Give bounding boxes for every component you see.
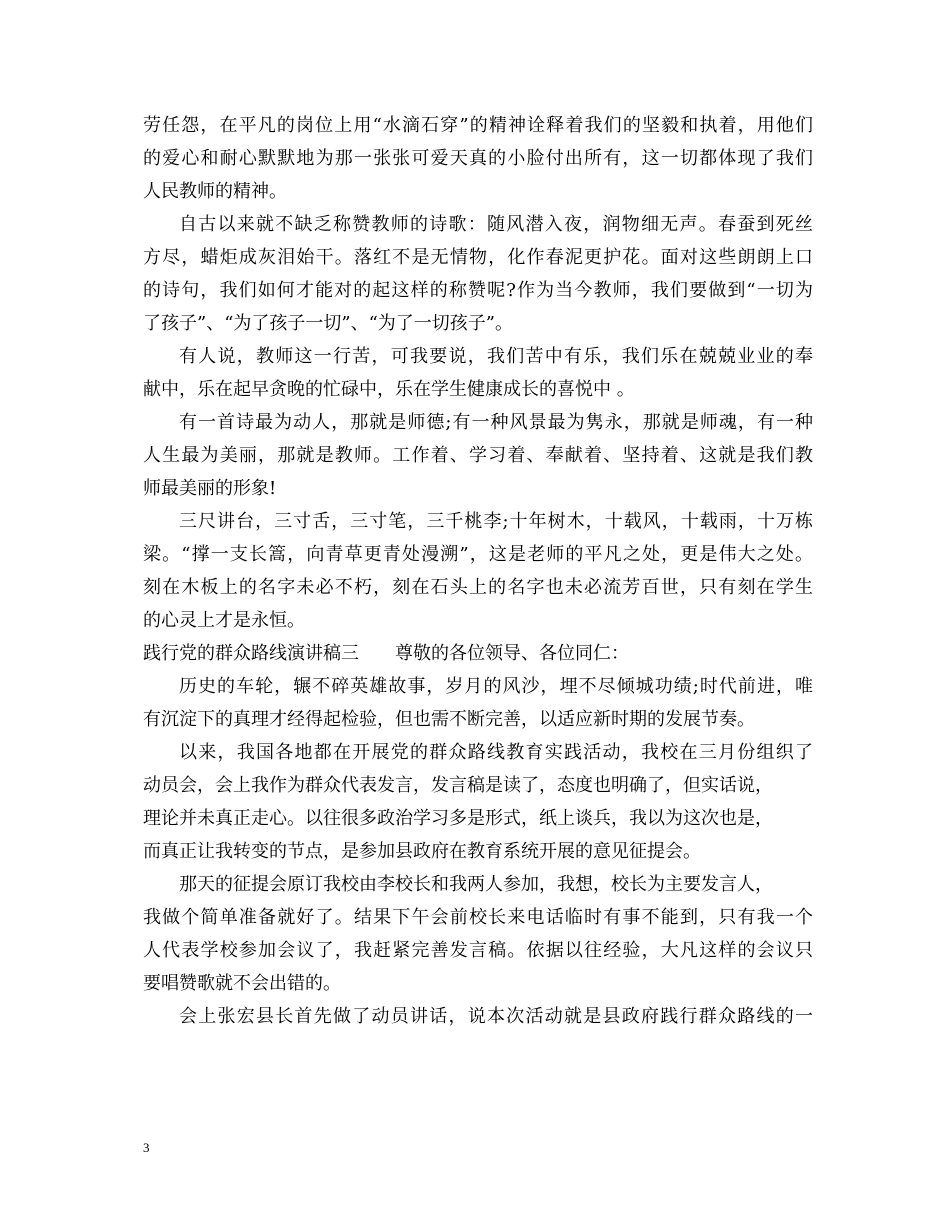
text-line: 以来，我国各地都在开展党的群众路线教育实践活动，我校在三月份组织了 bbox=[179, 742, 813, 763]
text-line: 献中，乐在起早贪晚的忙碌中，乐在学生健康成长的喜悦中 。 bbox=[143, 379, 635, 400]
text-line: 自古以来就不缺乏称赞教师的诗歌：随风潜入夜，润物细无声。春蚕到死丝 bbox=[179, 214, 813, 235]
text-line: 我做个简单准备就好了。结果下午会前校长来电话临时有事不能到，只有我一个 bbox=[143, 907, 813, 928]
text-line: 动员会，会上我作为群众代表发言，发言稿是读了，态度也明确了，但实话说， bbox=[143, 775, 773, 796]
text-line: 有一首诗最为动人，那就是师德;有一种风景最为隽永，那就是师魂，有一种 bbox=[179, 412, 813, 433]
text-line: 三尺讲台，三寸舌，三寸笔，三千桃李;十年树木，十载风，十载雨，十万栋 bbox=[179, 511, 813, 532]
text-line: 劳任怨，在平凡的岗位上用“水滴石穿”的精神诠释着我们的坚毅和执着，用他们 bbox=[143, 115, 813, 136]
text-line: 人生最为美丽，那就是教师。工作着、学习着、奉献着、坚持着、这就是我们教 bbox=[143, 445, 813, 466]
text-line: 刻在木板上的名字未必不朽，刻在石头上的名字也未必流芳百世，只有刻在学生 bbox=[143, 577, 813, 598]
text-line: 历史的车轮，辗不碎英雄故事，岁月的风沙，埋不尽倾城功绩;时代前进，唯 bbox=[179, 676, 813, 697]
text-line: 理论并未真正走心。以往很多政治学习多是形式，纸上谈兵，我以为这次也是， bbox=[143, 808, 773, 829]
text-line: 有人说，教师这一行苦，可我要说，我们苦中有乐，我们乐在兢兢业业的奉 bbox=[179, 346, 813, 367]
text-line: 有沉淀下的真理才经得起检验，但也需不断完善，以适应新时期的发展节奏。 bbox=[143, 709, 755, 730]
text-line: 那天的征提会原订我校由李校长和我两人参加，我想，校长为主要发言人， bbox=[179, 874, 773, 895]
text-line: 的诗句，我们如何才能对的起这样的称赞呢?作为当今教师，我们要做到“一切为 bbox=[143, 280, 813, 301]
body-text bbox=[143, 114, 813, 1038]
text-line: 的爱心和耐心默默地为那一张张可爱天真的小脸付出所有，这一切都体现了我们 bbox=[143, 148, 813, 169]
text-line: 人代表学校参加会议了，我赶紧完善发言稿。依据以往经验，大凡这样的会议只 bbox=[143, 940, 813, 961]
text-line: 践行党的群众路线演讲稿三 尊敬的各位领导、各位同仁： bbox=[143, 643, 629, 664]
text-line: 会上张宏县长首先做了动员讲话，说本次活动就是县政府践行群众路线的一 bbox=[179, 1006, 813, 1027]
text-line: 梁。“撑一支长篙，向青草更青处漫溯”，这是老师的平凡之处，更是伟大之处。 bbox=[143, 544, 813, 565]
text-line: 师最美丽的形象! bbox=[143, 478, 277, 499]
text-line: 而真正让我转变的节点，是参加县政府在教育系统开展的意见征提会。 bbox=[143, 841, 701, 862]
text-line: 了孩子”、“为了孩子一切”、“为了一切孩子”。 bbox=[143, 313, 514, 334]
text-line: 方尽，蜡炬成灰泪始干。落红不是无情物，化作春泥更护花。面对这些朗朗上口 bbox=[143, 247, 813, 268]
page-number: 3 bbox=[143, 1140, 150, 1155]
text-line: 人民教师的精神。 bbox=[143, 181, 287, 202]
text-line: 的心灵上才是永恒。 bbox=[143, 610, 305, 631]
text-line: 要唱赞歌就不会出错的。 bbox=[143, 973, 341, 994]
